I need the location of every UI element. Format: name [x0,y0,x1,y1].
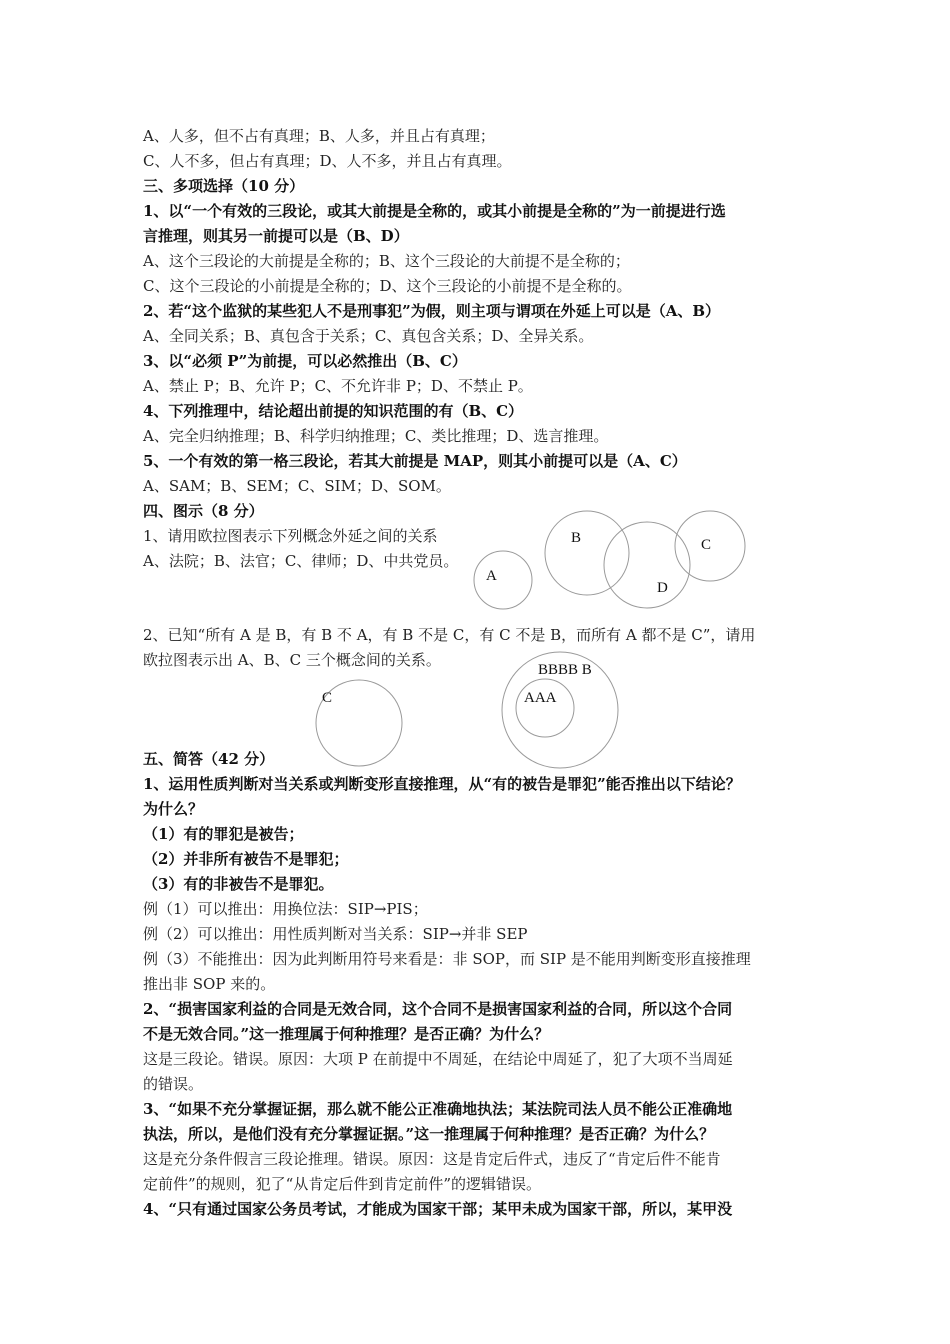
question-line: 不是无效合同。”这一推理属于何种推理？是否正确？为什么？ [143,1025,550,1043]
diagram-label-b: BBBB B [538,662,592,678]
diagram-label-c: C [322,690,333,706]
question-line: （1）有的罪犯是被告； [143,825,304,843]
answer-line: 的错误。 [143,1075,204,1093]
answer-line: 例（1）可以推出：用换位法：SIP→PIS； [143,900,428,918]
question-line: 1、运用性质判断对当关系或判断变形直接推理，从“有的被告是罪犯”能否推出以下结论？ [143,775,741,793]
question-line: 1、以“一个有效的三段论，或其大前提是全称的，或其小前提是全称的”为一前提进行选 [143,202,726,220]
question-line: （2）并非所有被告不是罪犯； [143,850,349,868]
circle-a [516,679,574,737]
option-line: A、禁止 P；B、允许 P；C、不允许非 P；D、不禁止 P。 [143,377,533,395]
answer-line: 定前件”的规则，犯了“从肯定后件到肯定前件”的逻辑错误。 [143,1175,542,1193]
section-heading: 三、多项选择（10 分） [143,177,305,195]
diagram-label-a: A [486,568,497,584]
question-line: 言推理，则其另一前提可以是（B、D） [143,227,409,245]
option-line: A、全同关系；B、真包含于关系；C、真包含关系；D、全异关系。 [143,327,594,345]
option-line: A、这个三段论的大前提是全称的；B、这个三段论的大前提不是全称的； [143,252,630,270]
section-heading: 五、简答（42 分） [143,750,275,768]
option-line: C、这个三段论的小前提是全称的；D、这个三段论的小前提不是全称的。 [143,277,632,295]
option-line: A、SAM；B、SEM；C、SIM；D、SOM。 [143,477,451,495]
answer-line: 推出非 SOP 来的。 [143,975,276,993]
question-line: （3）有的非被告不是罪犯。 [143,875,334,893]
diagram-label-d: D [657,580,668,596]
diagram-label-c: C [701,537,712,553]
diagram-label-b: B [571,530,582,546]
option-line: A、法院；B、法官；C、律师；D、中共党员。 [143,552,459,570]
question-line: 5、一个有效的第一格三段论，若其大前提是 MAP，则其小前提可以是（A、C） [143,452,687,470]
answer-line: 这是三段论。错误。原因：大项 P 在前提中不周延，在结论中周延了，犯了大项不当周延 [143,1050,733,1068]
question-line: 2、已知“所有 A 是 B，有 B 不 A，有 B 不是 C，有 C 不是 B，而所有 A 都不是 C”，请用 [143,626,756,644]
answer-line: 这是充分条件假言三段论推理。错误。原因：这是肯定后件式，违反了“肯定后件不能肯 [143,1150,721,1168]
question-line: 3、“如果不充分掌握证据，那么就不能公正准确地执法；某法院司法人员不能公正准确地 [143,1100,733,1118]
section-heading: 四、图示（8 分） [143,502,264,520]
question-line: 3、以“必须 P”为前提，可以必然推出（B、C） [143,352,467,370]
question-line: 为什么？ [143,800,204,818]
question-line: 2、若“这个监狱的某些犯人不是刑事犯”为假，则主项与谓项在外延上可以是（A、B） [143,302,721,320]
question-line: 4、下列推理中，结论超出前提的知识范围的有（B、C） [143,402,524,420]
answer-line: 例（2）可以推出：用性质判断对当关系：SIP→并非 SEP [143,925,528,943]
answer-line: 例（3）不能推出：因为此判断用符号来看是：非 SOP，而 SIP 是不能用判断变形直接推理 [143,950,751,968]
question-line: 4、“只有通过国家公务员考试，才能成为国家干部；某甲未成为国家干部，所以，某甲没 [143,1200,733,1218]
option-line: C、人不多，但占有真理；D、人不多，并且占有真理。 [143,152,512,170]
question-line: 执法，所以，是他们没有充分掌握证据。”这一推理属于何种推理？是否正确？为什么？ [143,1125,715,1143]
question-line: 1、请用欧拉图表示下列概念外延之间的关系 [143,527,438,545]
option-line: A、人多，但不占有真理；B、人多，并且占有真理； [143,127,495,145]
question-line: 欧拉图表示出 A、B、C 三个概念间的关系。 [143,651,441,669]
diagram-label-a: AAA [524,690,557,706]
question-line: 2、“损害国家利益的合同是无效合同，这个合同不是损害国家利益的合同，所以这个合同 [143,1000,733,1018]
option-line: A、完全归纳推理；B、科学归纳推理；C、类比推理；D、选言推理。 [143,427,609,445]
